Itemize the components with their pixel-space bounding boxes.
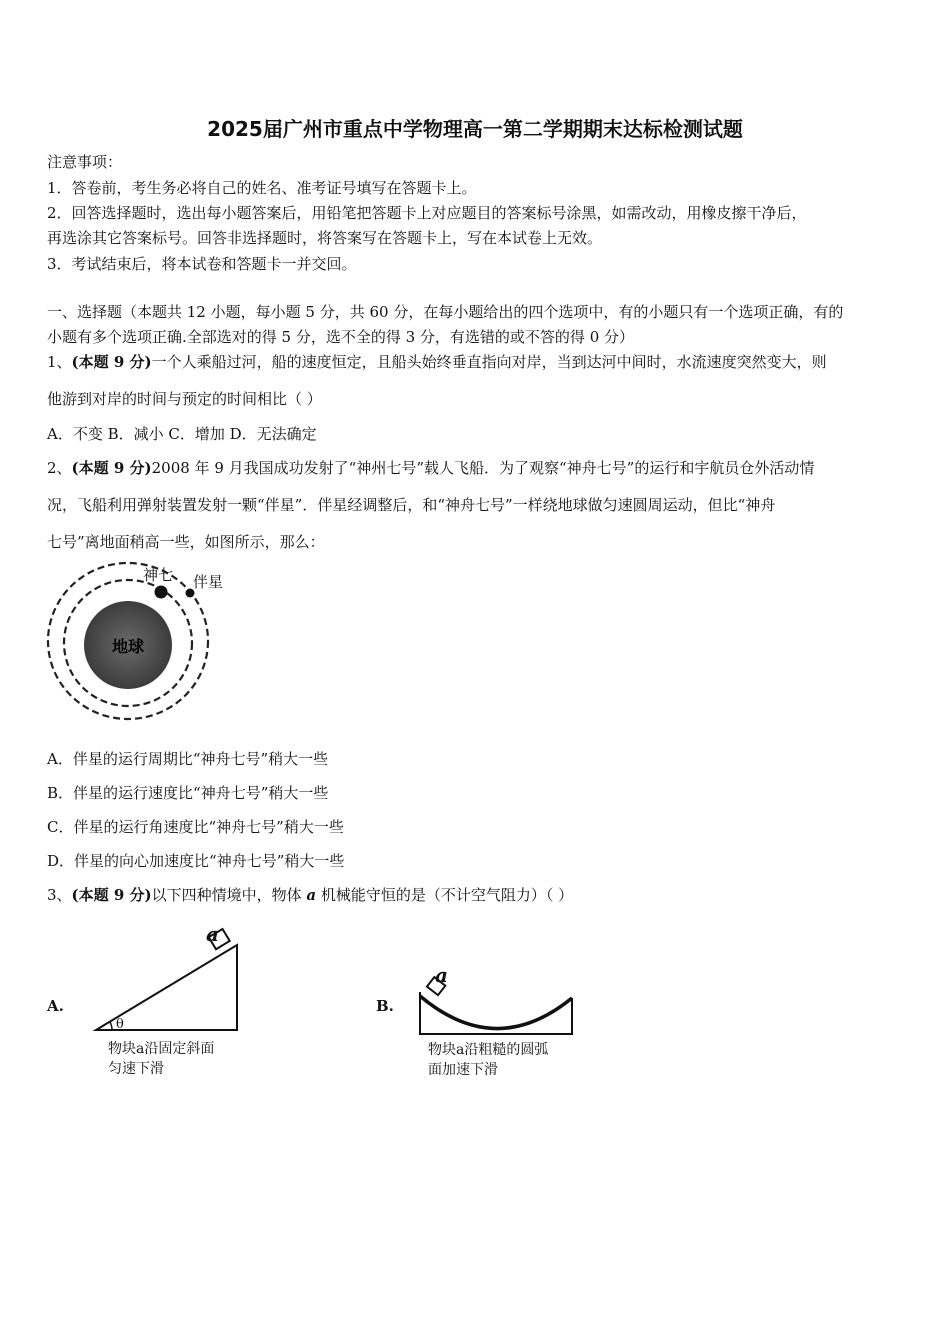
orbit-figure <box>40 558 250 728</box>
companion-label: 伴星 <box>193 573 224 591</box>
question-2-number: 2、 <box>47 459 72 477</box>
section-instructions-1: 一、选择题（本题共 12 小题，每小题 5 分，共 60 分，在每小题给出的四个选项中，有的小题只有一个选项正确，有的 <box>47 303 844 321</box>
notice-item-3: 3．考试结束后，将本试卷和答题卡一并交回。 <box>47 255 357 273</box>
question-2-line-1 <box>47 458 814 478</box>
incline-figure <box>90 925 250 1035</box>
question-1-number: 1、 <box>47 353 72 371</box>
shenqi-craft <box>155 586 168 599</box>
question-2-line-2: 况，飞船利用弹射装置发射一颗“伴星”．伴星经调整后，和“神舟七号”一样绕地球做匀速圆周运动，但比“神舟 <box>47 496 776 514</box>
notice-item-2-cont: 再选涂其它答案标号。回答非选择题时，将答案写在答题卡上，写在本试卷上无效。 <box>47 229 603 247</box>
incline-block-label: a <box>206 925 219 946</box>
question-3-line-1 <box>47 885 573 905</box>
question-2-text: 2008 年 9 月我国成功发射了“神州七号”载人飞船．为了观察“神舟七号”的运行和宇航员仓外活动情 <box>151 459 815 477</box>
notice-item-1: 1．答卷前，考生务必将自己的姓名、准考证号填写在答题卡上。 <box>47 179 477 197</box>
question-2-option-d: D．伴星的向心加速度比“神舟七号”稍大一些 <box>47 852 345 870</box>
question-3-stem-post: 机械能守恒的是（不计空气阻力）（ ） <box>316 886 574 904</box>
question-1-options: A．不变 B．减小 C．增加 D．无法确定 <box>47 425 317 443</box>
angle-label: θ <box>116 1017 124 1032</box>
arc-block-label: a <box>435 963 448 987</box>
earth-label: 地球 <box>111 637 145 656</box>
question-2-option-c: C．伴星的运行角速度比“神舟七号”稍大一些 <box>47 818 344 836</box>
question-1-score: (本题 9 分) <box>71 353 152 371</box>
notice-heading: 注意事项： <box>47 153 123 171</box>
question-2-option-b: B．伴星的运行速度比“神舟七号”稍大一些 <box>47 784 329 802</box>
question-3-stem-var: a <box>306 886 317 904</box>
option-a-caption-2: 匀速下滑 <box>108 1061 164 1077</box>
question-3-number: 3、 <box>47 886 72 904</box>
option-b-caption-1: 物块a沿粗糙的圆弧 <box>428 1042 549 1058</box>
question-3-option-b-letter: B. <box>376 997 394 1015</box>
section-instructions-2: 小题有多个选项正确.全部选对的得 5 分，选不全的得 3 分，有选错的或不答的得 0 分） <box>47 328 635 346</box>
arc-surface-figure <box>410 962 580 1042</box>
shenqi-label: 神七 <box>143 566 174 584</box>
angle-arc <box>110 1022 112 1030</box>
question-2-score: (本题 9 分) <box>71 459 152 477</box>
notice-item-2: 2．回答选择题时，选出每小题答案后，用铅笔把答题卡上对应题目的答案标号涂黑，如需改动，用橡皮擦干净后， <box>47 204 807 222</box>
question-1-line-1 <box>47 352 827 372</box>
question-3-stem-pre: 以下四种情境中，物体 <box>151 886 307 904</box>
question-3-option-a-letter: A. <box>47 997 64 1015</box>
question-2-option-a: A．伴星的运行周期比“神舟七号”稍大一些 <box>47 750 329 768</box>
option-a-caption-1: 物块a沿固定斜面 <box>108 1041 215 1057</box>
question-2-line-3: 七号”离地面稍高一些，如图所示，那么： <box>47 533 325 551</box>
question-3-score: (本题 9 分) <box>71 886 152 904</box>
question-1-text: 一个人乘船过河，船的速度恒定，且船头始终垂直指向对岸，当到达河中间时，水流速度突然变大，则 <box>151 353 827 371</box>
arc-surface <box>420 996 572 1029</box>
question-1-line-2: 他游到对岸的时间与预定的时间相比（ ） <box>47 390 322 408</box>
option-b-caption-2: 面加速下滑 <box>428 1062 498 1078</box>
page-title: 2025届广州市重点中学物理高一第二学期期末达标检测试题 <box>207 117 743 141</box>
